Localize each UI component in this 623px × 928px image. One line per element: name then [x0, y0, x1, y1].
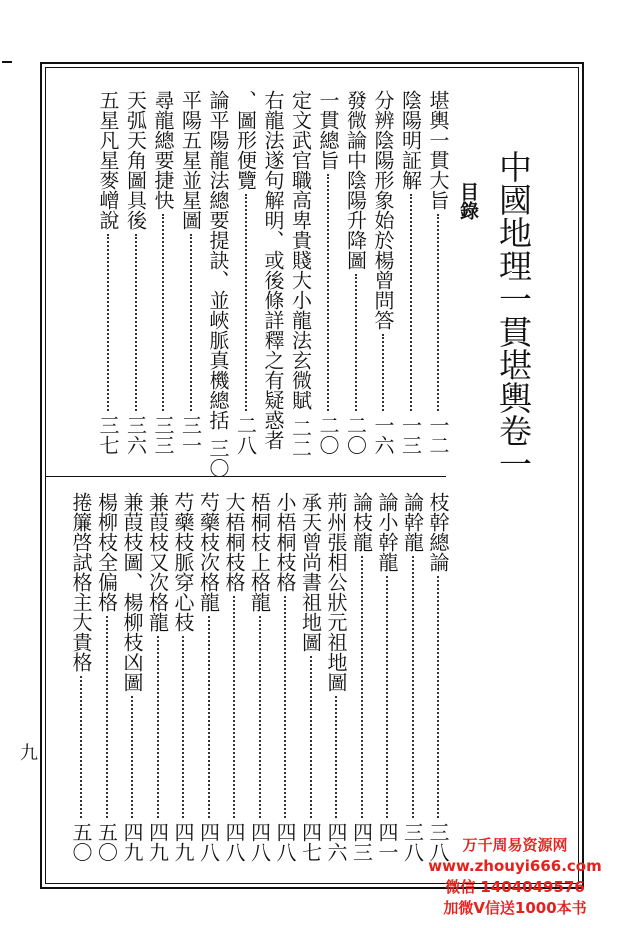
toc-entry-page: 二二: [288, 418, 313, 458]
toc-entry: [222, 492, 246, 862]
watermark: [415, 835, 615, 919]
toc-leader-dots: [259, 616, 261, 818]
toc-leader-dots: [386, 576, 388, 818]
toc-leader-dots: [327, 174, 329, 411]
toc-entry: [179, 90, 203, 455]
toc-entry-page: 三三: [151, 415, 175, 455]
toc-entry-page: 二〇: [316, 415, 340, 455]
toc-leader-dots: [245, 194, 247, 411]
watermark-line-2: www.zhouyi666.com: [428, 857, 602, 875]
toc-entry: [426, 492, 450, 862]
toc-entry: [299, 492, 323, 862]
toc-entry: [316, 90, 340, 455]
toc-entry-title: 捲簾啓試格主大貴格: [69, 492, 93, 672]
book-title: 中國地理一貫堪輿卷一: [494, 150, 533, 480]
toc-entry-page: 三一: [178, 415, 203, 455]
toc-entry-title: 、圖形便覽: [233, 90, 258, 190]
toc-entry: [151, 90, 175, 455]
toc-entry-title: 兼葭枝圖、楊柳枝凶圖: [120, 492, 144, 692]
toc-entry-title: 陰陽明証解: [398, 90, 423, 190]
toc-entry: [344, 90, 368, 455]
toc-entry-page: 四八: [247, 822, 272, 862]
toc-leader-dots: [182, 636, 184, 818]
toc-entry-title: 發微論中陰陽升降圖: [343, 90, 368, 270]
toc-entry-title: 論枝龍: [349, 492, 374, 552]
toc-entry-page: 三〇: [206, 438, 230, 478]
toc-entry-title: 五星凡星麥嶒說: [96, 90, 120, 230]
toc-entry-page: 四八: [222, 822, 246, 862]
toc-leader-dots: [355, 274, 357, 411]
toc-entry: [261, 90, 285, 455]
toc-entry-page: 四九: [171, 822, 195, 862]
toc-entry-title: 荊州張相公狀元祖地圖: [324, 492, 348, 692]
toc-entry: [399, 90, 423, 455]
toc-leader-dots: [310, 656, 312, 818]
toc-leader-dots: [131, 696, 133, 818]
toc-entry-page: 四九: [145, 822, 170, 862]
toc-entry: [248, 492, 272, 862]
toc-entry-title: 承天曾尚書祖地圖: [298, 492, 323, 652]
toc-entry: [96, 90, 120, 455]
toc-entry-title: 論幹龍: [400, 492, 425, 552]
toc-entry-title: 右龍法遂句解明、或後條詳釋之有疑惑者: [261, 90, 285, 450]
toc-entry-title: 論平陽龍法總要提訣、並峽脈真機總括: [206, 90, 230, 430]
toc-entry-title: 定文武官職高卑貴賤大小龍法玄微賦: [288, 90, 313, 410]
toc-entry-page: 五〇: [69, 822, 93, 862]
toc-entry-title: 尋龍總要捷快: [151, 90, 175, 210]
toc-entry-page: 二八: [233, 415, 258, 455]
corner-mark: [2, 61, 12, 63]
toc-entry: [273, 492, 297, 862]
toc-entry-page: 四九: [120, 822, 144, 862]
toc-entry: [171, 492, 195, 862]
toc-leader-dots: [410, 194, 412, 411]
toc-entry-title: 兼葭枝又次格龍: [145, 492, 170, 632]
toc-entry: [120, 492, 144, 862]
toc-leader-dots: [135, 234, 137, 411]
toc-leader-dots: [284, 596, 286, 818]
toc-leader-dots: [437, 576, 439, 818]
toc-entry: [124, 90, 148, 455]
watermark-line-1: 万千周易资源网: [462, 836, 568, 854]
toc-leader-dots: [80, 676, 82, 818]
toc-entry: [375, 492, 399, 862]
toc-leader-dots: [382, 334, 384, 411]
watermark-line-4: 加微V信送1000本书: [443, 899, 587, 917]
toc-entry-title: 平陽五星並星圖: [178, 90, 203, 230]
toc-entry-title: 小梧桐枝格: [273, 492, 297, 592]
toc-entry-title: 枝幹總論: [426, 492, 450, 572]
toc-entry-page: 三七: [96, 415, 120, 455]
section-divider: [46, 476, 446, 477]
watermark-line-3: 微信 1404049576: [445, 878, 585, 896]
toc-entry-page: 一二: [426, 415, 450, 455]
toc-entry-title: 芍藥枝次格龍: [196, 492, 221, 612]
toc-entry-title: 天弧天角圖具後: [123, 90, 148, 230]
toc-entry: [324, 492, 348, 862]
toc-entry-page: 四六: [324, 822, 348, 862]
toc-leader-dots: [190, 234, 192, 411]
toc-leader-dots: [335, 696, 337, 818]
toc-entry-page: 五〇: [94, 822, 119, 862]
toc-leader-dots: [437, 214, 439, 411]
toc-entry: [350, 492, 374, 862]
page-number: 九: [20, 743, 38, 764]
toc-entry-page: 一六: [371, 415, 395, 455]
toc-leader-dots: [106, 616, 108, 818]
toc-entry-title: 堪輿一貫大旨: [426, 90, 450, 210]
toc-entry-page: 四一: [375, 822, 399, 862]
toc-entry-page: 三六: [123, 415, 148, 455]
toc-entry-page: 四八: [273, 822, 297, 862]
toc-entry: [401, 492, 425, 862]
toc-entry-title: 梧桐枝上格龍: [247, 492, 272, 612]
toc-entry-page: 三八: [426, 822, 450, 862]
toc-entry: [288, 90, 313, 458]
toc-leader-dots: [157, 636, 159, 818]
toc-entry-page: 四七: [298, 822, 323, 862]
toc-entry: [206, 90, 230, 478]
toc-entry-title: 一貫總旨: [316, 90, 340, 170]
toc-heading: 目錄: [457, 182, 479, 220]
toc-entry: [234, 90, 258, 455]
toc-entry-title: 大梧桐枝格: [222, 492, 246, 592]
toc-leader-dots: [361, 556, 363, 818]
toc-entry-title: 分辨陰陽形象始於楊曾問答: [371, 90, 395, 330]
toc-leader-dots: [107, 234, 109, 411]
toc-entry: [69, 492, 93, 862]
toc-entry: [197, 492, 221, 862]
toc-entry: [146, 492, 170, 862]
toc-leader-dots: [162, 214, 164, 411]
toc-entry: [95, 492, 119, 862]
toc-entry-page: 二〇: [343, 415, 368, 455]
toc-entry-page: 四八: [196, 822, 221, 862]
toc-entry-page: 三八: [400, 822, 425, 862]
toc-leader-dots: [412, 556, 414, 818]
toc-leader-dots: [233, 596, 235, 818]
toc-leader-dots: [208, 616, 210, 818]
toc-entry-title: 楊柳枝全偏格: [94, 492, 119, 612]
toc-entry: [371, 90, 395, 455]
toc-entry-page: 四三: [349, 822, 374, 862]
toc-entry: [426, 90, 450, 455]
toc-entry-title: 論小幹龍: [375, 492, 399, 572]
toc-entry-page: 一三: [398, 415, 423, 455]
toc-entry-title: 芍藥枝脈穿心枝: [171, 492, 195, 632]
